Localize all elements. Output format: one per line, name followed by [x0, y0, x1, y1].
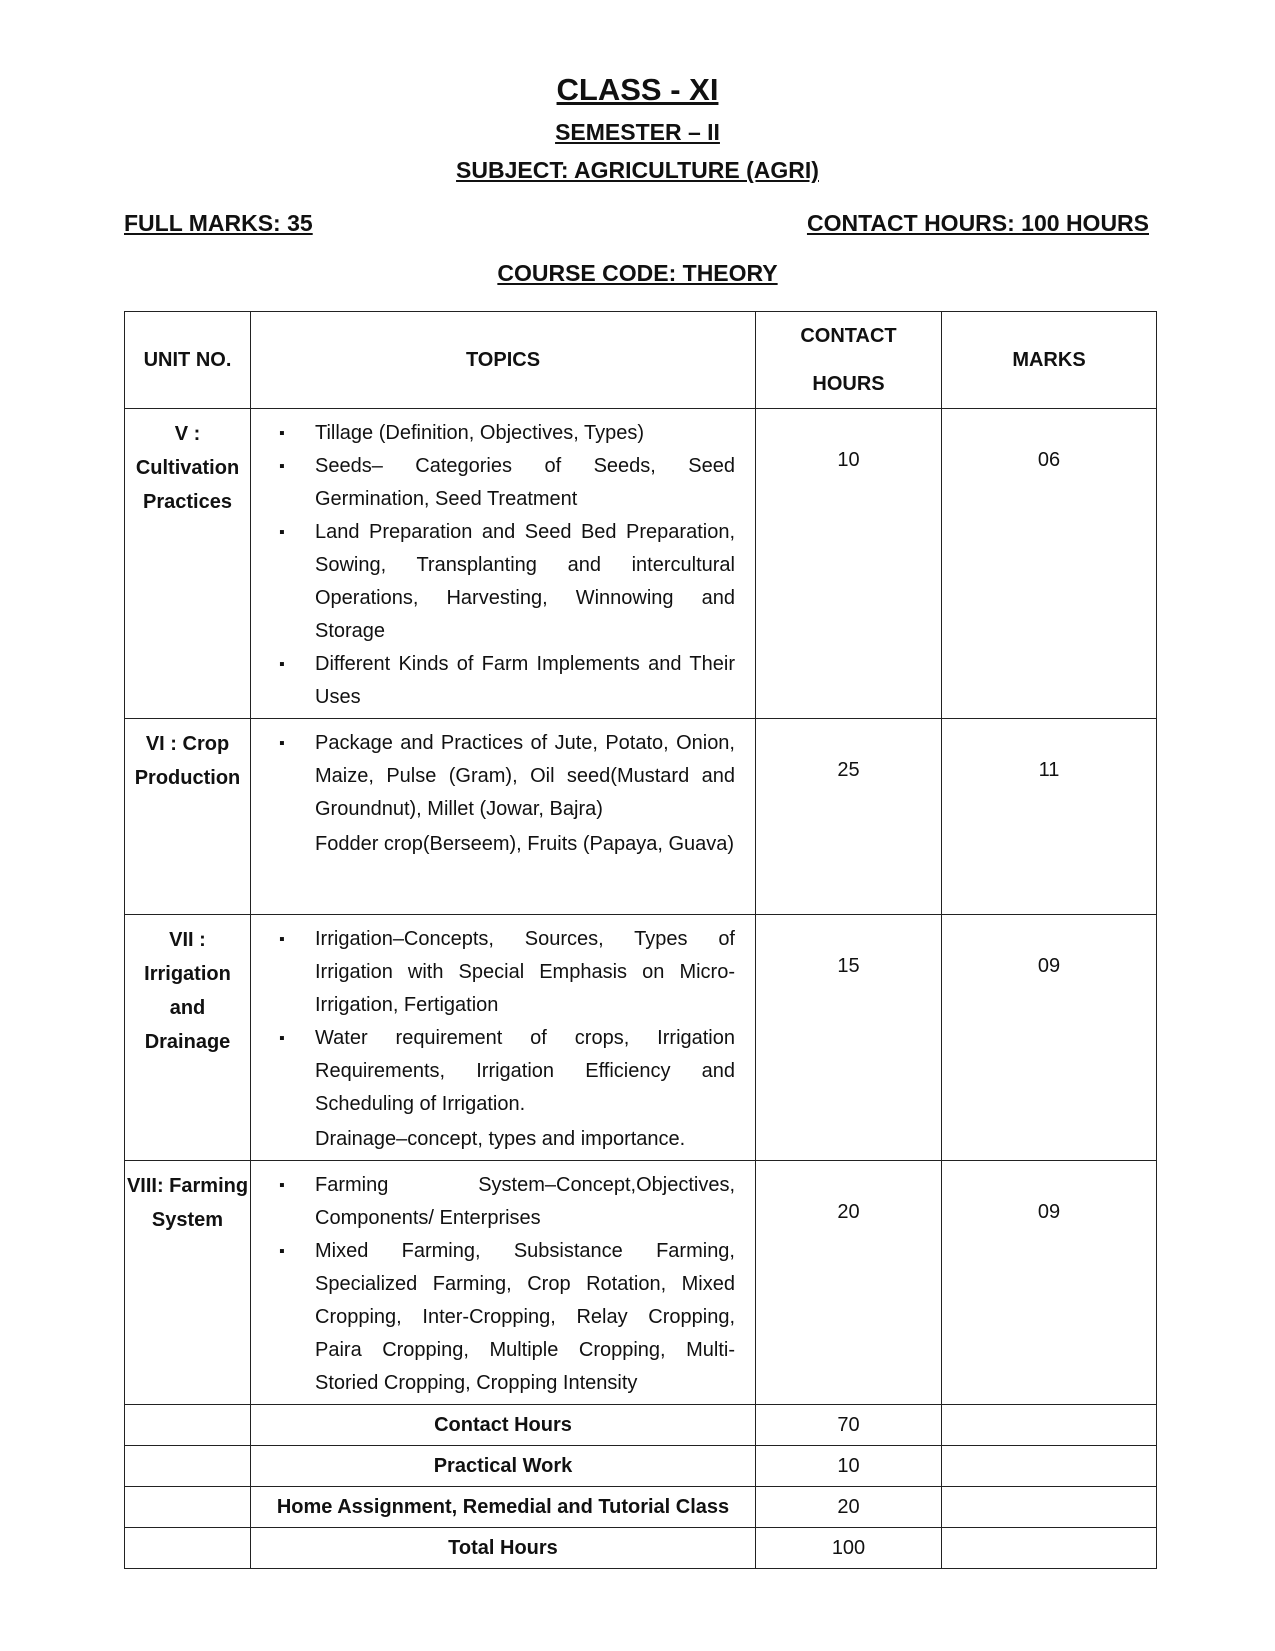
topic-item: ▪ Package and Practices of Jute, Potato, Onion, Maize, Pulse (Gram), Oil seed(Mustard and Groundnut), Millet (Jowar, Bajra)	[315, 727, 735, 826]
full-marks: FULL MARKS: 35	[124, 210, 313, 236]
header-topics: TOPICS	[251, 312, 756, 409]
unit-label: Practices	[143, 491, 232, 513]
unit-cell	[125, 719, 251, 915]
hours-cell: 25	[756, 719, 942, 915]
hours-cell: 10	[756, 409, 942, 719]
topics-cell	[251, 915, 756, 1161]
table-row	[125, 915, 1157, 1161]
unit-label: Irrigation	[144, 963, 231, 985]
topics-cell	[251, 409, 756, 719]
topic-item: ▪ Land Preparation and Seed Bed Preparation, Sowing, Transplanting and intercultural Operations, Harvesting, Winnowing and Storage	[315, 516, 735, 648]
table-header-row	[125, 312, 1157, 409]
topic-extra: Drainage–concept, types and importance.	[315, 1128, 686, 1150]
topic-item: ▪ Mixed Farming, Subsistance Farming, Specialized Farming, Crop Rotation, Mixed Cropping, Inter-Cropping, Relay Cropping, Paira Cropping, Multiple Cropping, Multi-Storied Cropping, Cropping Intensity	[315, 1235, 735, 1400]
empty-cell	[942, 1487, 1157, 1528]
marks-cell: 11	[942, 719, 1157, 915]
unit-label: System	[151, 1209, 224, 1231]
summary-value: 70	[756, 1405, 942, 1446]
topics-cell	[251, 719, 756, 915]
hours-cell: 15	[756, 915, 942, 1161]
unit-cell	[125, 1161, 251, 1405]
empty-cell	[125, 1487, 251, 1528]
unit-cell	[125, 915, 251, 1161]
summary-value: 20	[756, 1487, 942, 1528]
unit-label: V :	[174, 423, 201, 445]
topic-item: ▪ Tillage (Definition, Objectives, Types)	[315, 417, 735, 450]
topic-extra: Fodder crop(Berseem), Fruits (Papaya, Guava)	[315, 833, 735, 855]
summary-row	[125, 1487, 1157, 1528]
empty-cell	[942, 1528, 1157, 1569]
table-row	[125, 409, 1157, 719]
empty-cell	[942, 1405, 1157, 1446]
unit-label: VIII: Farming	[126, 1175, 249, 1197]
summary-label: Home Assignment, Remedial and Tutorial Class	[251, 1487, 756, 1528]
summary-label: Practical Work	[251, 1446, 756, 1487]
subject-title: SUBJECT: AGRICULTURE (AGRI)	[456, 157, 819, 183]
course-code: COURSE CODE: THEORY	[497, 260, 778, 286]
topic-item: ▪ Different Kinds of Farm Implements and Their Uses	[315, 648, 735, 714]
summary-label: Contact Hours	[251, 1405, 756, 1446]
topics-cell	[251, 1161, 756, 1405]
empty-cell	[125, 1405, 251, 1446]
header-contact-hours	[756, 312, 942, 409]
topic-item: ▪ Irrigation–Concepts, Sources, Types of Irrigation with Special Emphasis on Micro-Irrigation, Fertigation	[315, 923, 735, 1022]
empty-cell	[125, 1446, 251, 1487]
syllabus-table	[124, 311, 1157, 1569]
summary-row	[125, 1405, 1157, 1446]
summary-row	[125, 1528, 1157, 1569]
unit-label: and Drainage	[144, 997, 231, 1053]
marks-cell: 06	[942, 409, 1157, 719]
marks-cell: 09	[942, 1161, 1157, 1405]
topic-item: ▪ Farming System–Concept,Objectives, Components/ Enterprises	[315, 1169, 735, 1235]
summary-row	[125, 1446, 1157, 1487]
unit-label: Production	[134, 767, 241, 789]
header-marks: MARKS	[942, 312, 1157, 409]
unit-label: Cultivation	[135, 457, 240, 479]
unit-label: VI : Crop	[145, 733, 230, 755]
class-title: CLASS - XI	[556, 72, 719, 107]
header-unit: UNIT NO.	[125, 312, 251, 409]
topic-item: ▪ Seeds– Categories of Seeds, Seed Germination, Seed Treatment	[315, 450, 735, 516]
empty-cell	[125, 1528, 251, 1569]
table-row	[125, 719, 1157, 915]
unit-label: VII :	[169, 929, 206, 951]
hours-cell: 20	[756, 1161, 942, 1405]
empty-cell	[942, 1446, 1157, 1487]
summary-value: 100	[756, 1528, 942, 1569]
summary-value: 10	[756, 1446, 942, 1487]
topic-item: ▪ Water requirement of crops, Irrigation Requirements, Irrigation Efficiency and Scheduling of Irrigation.	[315, 1022, 735, 1121]
semester-title: SEMESTER – II	[555, 119, 720, 145]
summary-label: Total Hours	[251, 1528, 756, 1569]
header-contact-line2: HOURS	[812, 373, 885, 395]
marks-cell: 09	[942, 915, 1157, 1161]
table-row	[125, 1161, 1157, 1405]
header-contact-line1: CONTACT	[800, 325, 897, 347]
unit-cell	[125, 409, 251, 719]
contact-hours-total: CONTACT HOURS: 100 HOURS	[806, 210, 1149, 236]
